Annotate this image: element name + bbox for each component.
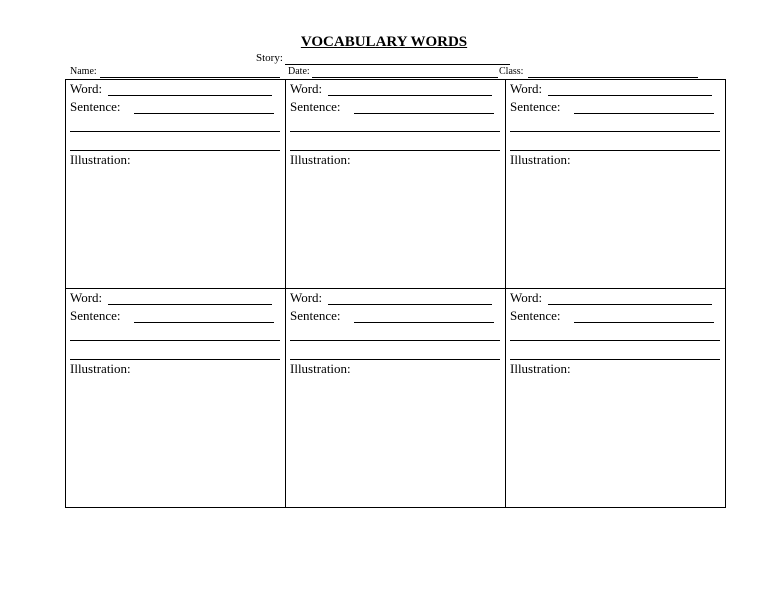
word-field[interactable] [548,304,712,305]
sentence-line[interactable] [510,150,720,151]
vocab-cell [286,289,505,497]
name-label: Name: [70,66,97,77]
sentence-label: Sentence: [70,99,121,114]
sentence-label: Sentence: [70,308,121,323]
sentence-field[interactable] [134,322,274,323]
sentence-line[interactable] [510,131,720,132]
illustration-label: Illustration: [510,152,571,167]
sentence-line[interactable] [70,131,280,132]
word-field[interactable] [108,95,272,96]
class-label: Class: [499,66,524,77]
vocab-cell [286,80,505,288]
sentence-line[interactable] [290,340,500,341]
page-title [0,34,768,51]
sentence-line[interactable] [290,359,500,360]
illustration-label: Illustration: [510,361,571,376]
sentence-field[interactable] [574,113,714,114]
sentence-field[interactable] [354,113,494,114]
sentence-line[interactable] [290,131,500,132]
sentence-line[interactable] [510,359,720,360]
sentence-label: Sentence: [510,99,561,114]
illustration-label: Illustration: [290,152,351,167]
word-label: Word: [510,290,543,305]
illustration-label: Illustration: [70,152,131,167]
date-label: Date: [288,66,310,77]
word-label: Word: [290,290,323,305]
word-field[interactable] [548,95,712,96]
illustration-label: Illustration: [290,361,351,376]
sentence-line[interactable] [290,150,500,151]
word-label: Word: [510,81,543,96]
sentence-field[interactable] [354,322,494,323]
word-label: Word: [70,81,103,96]
word-label: Word: [70,290,103,305]
sentence-line[interactable] [510,340,720,341]
name-field[interactable] [100,77,280,78]
word-field[interactable] [328,304,492,305]
word-label: Word: [290,81,323,96]
page-title-text: VOCABULARY WORDS [300,34,468,50]
word-field[interactable] [328,95,492,96]
sentence-line[interactable] [70,340,280,341]
word-field[interactable] [108,304,272,305]
vocabulary-grid [65,79,726,508]
vocab-cell [66,289,285,497]
class-field[interactable] [528,77,698,78]
vocab-cell [506,80,725,288]
sentence-label: Sentence: [510,308,561,323]
sentence-line[interactable] [70,359,280,360]
sentence-field[interactable] [134,113,274,114]
vocab-cell [506,289,725,497]
sentence-field[interactable] [574,322,714,323]
date-field[interactable] [312,77,498,78]
story-field[interactable] [285,64,510,65]
illustration-label: Illustration: [70,361,131,376]
vocab-cell [66,80,285,288]
sentence-label: Sentence: [290,308,341,323]
story-label: Story: [256,52,283,64]
sentence-line[interactable] [70,150,280,151]
sentence-label: Sentence: [290,99,341,114]
